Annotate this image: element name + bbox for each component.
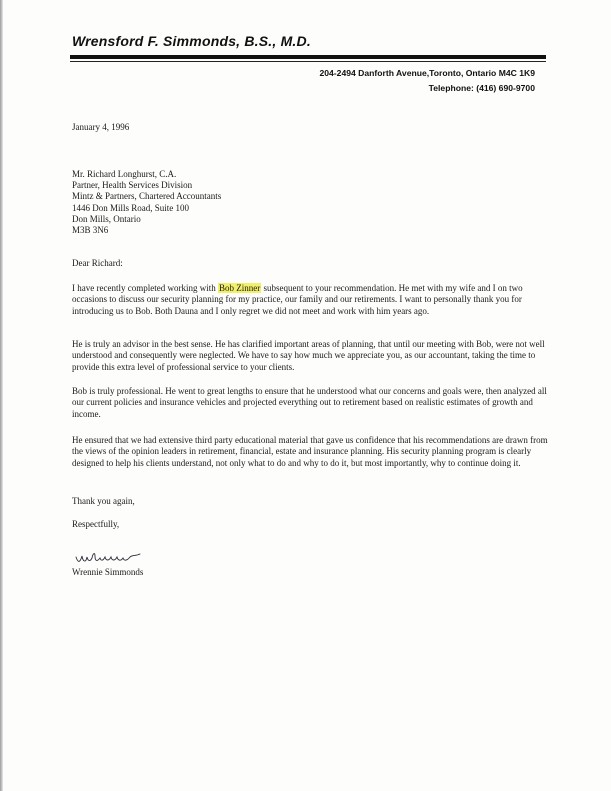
body-paragraph-3: Bob is truly professional. He went to great lengths to ensure that he understood what our concerns and goals were, then analyzed all our current policies and insurance vehicles and projected everything out to retirement based on realistic estimates of growth and income. (72, 386, 547, 419)
letterhead-telephone: Telephone: (416) 690-9700 (428, 83, 535, 93)
signer-name: Wrennie Simmonds (72, 567, 144, 577)
body-paragraph-1 (72, 283, 550, 317)
letterhead-name: Wrensford F. Simmonds, B.S., M.D. (72, 33, 311, 49)
body-paragraph-2: He is truly an advisor in the best sense. He has clarified important areas of planning, that until our meeting with Bob, were not well understood and consequently were neglected. We have to say how much we appreciate you, as our accountant, taking the time to provide this extra level of professional service to your clients. (72, 339, 545, 372)
letterhead-address: 204-2494 Danforth Avenue,Toronto, Ontario M4C 1K9 (319, 68, 535, 78)
recipient-line: M3B 3N6 (72, 225, 109, 236)
closing-line: Respectfully, (72, 519, 120, 529)
salutation: Dear Richard: (72, 258, 123, 268)
p1-text-before: I have recently completed working with (72, 283, 218, 293)
p1-text-after: subsequent to your recommendation. He met with my wife and I on two occasions to discuss our security planning for my practice, our family and our retirements. I want to personally thank you for introducing us to Bob. Both Dauna and I only regret we did not meet and work with him years ago. (72, 283, 523, 316)
highlighted-name: Bob Zinner (218, 283, 261, 293)
handwritten-signature (74, 549, 144, 567)
recipient-line: Mintz & Partners, Chartered Accountants (72, 191, 222, 202)
thanks-line: Thank you again, (72, 496, 135, 506)
scan-edge (0, 0, 3, 791)
letterhead-address-block (319, 66, 535, 96)
body-paragraph-4: He ensured that we had extensive third party educational material that gave us confidence that his recommendations are drawn from the views of the opinion leaders in retirement, financial, estate and insurance planning. His security planning program is clearly designed to help his clients understand, not only what to do and why to do it, but most importantly, why to continue doing it. (72, 435, 548, 468)
recipient-line: Don Mills, Ontario (72, 213, 141, 224)
letterhead-rule-thick (70, 55, 546, 59)
letterhead-rule-thin (70, 61, 546, 62)
recipient-line: 1446 Don Mills Road, Suite 100 (72, 202, 190, 213)
recipient-address (72, 169, 221, 236)
letter-date: January 4, 1996 (72, 122, 130, 132)
recipient-line: Partner, Health Services Division (72, 180, 193, 191)
recipient-line: Mr. Richard Longhurst, C.A. (72, 169, 177, 179)
